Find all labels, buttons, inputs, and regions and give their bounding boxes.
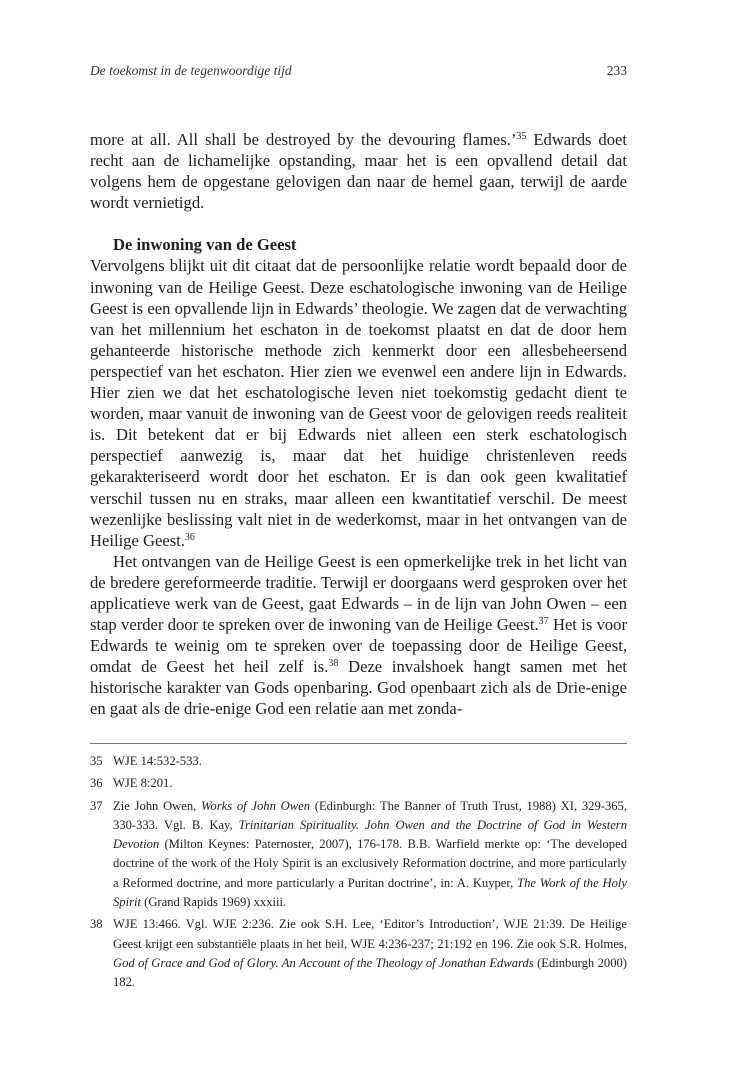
footnote-ref-35[interactable]: 35: [516, 131, 527, 142]
running-header: [90, 63, 627, 79]
footnote-36: [90, 774, 627, 793]
book-title: Works of John Owen: [201, 798, 311, 813]
footnote-text: WJE 14:532-533.: [113, 754, 202, 768]
footnote-segment: (Edinburgh 2000) 182.: [113, 955, 627, 990]
paragraph-3: [90, 551, 627, 720]
paragraph-3-text-a: Het ontvangen van de Heilige Geest is een opmerkelijke trek in het licht van de bredere gereformeerde traditie. Terwijl er doorgaans werd gesproken over het applicatieve werk van de Geest, gaat Edwards – in de lijn van John Owen – een stap verder door te spreken over de inwoning van de Heilige Geest.: [90, 551, 627, 635]
footnote-35: [90, 752, 627, 771]
section-heading: De inwoning van de Geest: [113, 235, 297, 255]
paragraph-1: [90, 129, 627, 213]
paragraph-gap: [90, 213, 627, 234]
book-title: Trinitarian Spirituality. John Owen and the Doctrine of God in Western Devotion: [113, 817, 628, 852]
footnote-segment: (Edinburgh: The Banner of Truth Trust, 1988) XI, 329-365, 330-333. Vgl. B. Kay,: [113, 798, 627, 832]
footnote-divider: [90, 743, 627, 744]
footnote-ref-38[interactable]: 38: [328, 658, 339, 670]
footnote-text: [113, 915, 627, 992]
footnote-38: [90, 915, 627, 992]
footnote-text: WJE 8:201.: [113, 776, 173, 791]
paragraph-1-rest: Edwards doet recht aan de lichamelijke opstanding, maar het is een opvallend detail dat volgens hem de opgestane gelovigen dan naar de hemel gaan, terwijl de aarde wordt vernietigd.: [90, 130, 627, 213]
footnote-text: [113, 797, 627, 913]
running-title: De toekomst in de tegenwoordige tijd: [90, 63, 292, 78]
paragraph-2-text: Vervolgens blijkt uit dit citaat dat de persoonlijke relatie wordt bepaald door de inwoning van de Heilige Geest. Deze eschatologische inwoning van de Heilige Geest is een opvallende lijn in Edwards’ theologie. We zagen dat de verwachting van het millennium het eschaton in de toekomst plaatst en dat de door hem gehanteerde historische methode zich kenmerkt door een allesbeheersend perspectief van het eschaton. Hier zien we evenwel een andere lijn in Edwards. Hier zien we dat het eschatologische leven niet toekomstig gedacht dient te worden, maar vanuit de inwoning van de Geest voor de gelovigen reeds realiteit is. Dit betekent dat er bij Edwards niet alleen een sterk eschatologisch perspectief aanwezig is, maar dat het huidige christenleven reeds gekarakteriseerd wordt door het eschaton. Er is dan ook geen kwalitatief verschil tussen nu en straks, maar alleen een kwantitatief verschil. De meest wezenlijke beslissing valt niet in de wederkomst, maar in het ontvangen van de Heilige Geest.: [90, 256, 627, 550]
footnote-ref-37[interactable]: 37: [538, 616, 549, 628]
paragraph-2: [90, 255, 627, 550]
footnote-ref-36[interactable]: 36: [184, 531, 195, 543]
footnote-number: 36: [90, 776, 103, 791]
footnote-segment: WJE 13:466. Vgl. WJE 2:236. Zie ook S.H. Lee, ‘Editor’s Introduction’, WJE 21:39. De Heilige Geest krijgt een substantiële plaats in het heil, WJE 4:236-237; 21:192 en 196. Zie ook S.R. Holmes,: [113, 917, 627, 951]
footnote-number: 37: [90, 798, 103, 813]
page-number: 233: [606, 63, 627, 78]
paragraph-3-text-c: Deze invalshoek hangt samen met het historische karakter van Gods openbaring. God openbaart zich als de Drie-enige en gaat als de drie-enige God een relatie aan met zonda-: [90, 657, 627, 719]
footnote-37: [90, 797, 627, 913]
footnote-segment: (Milton Keynes: Paternoster, 2007), 176-178. B.B. Warfield merkte op: ‘The developed doctrine of the work of the Holy Spirit is an exclusively Reformation doctrine, and more particularly a Reformed doctrine, and more particularly a Puritan doctrine’, in: A. Kuyper,: [113, 837, 627, 890]
footnote-segment: Zie John Owen,: [113, 798, 202, 813]
book-title: The Work of the Holy Spirit: [113, 875, 627, 910]
footnote-number: 35: [90, 754, 103, 768]
paragraph-1-text: more at all. All shall be destroyed by the devouring flames.’: [90, 130, 517, 149]
footnote-number: 38: [90, 917, 103, 932]
footnote-segment: (Grand Rapids 1969) xxxiii.: [141, 895, 287, 910]
book-title: God of Grace and God of Glory. An Account of the Theology of Jonathan Edwards: [113, 955, 534, 970]
main-text: [90, 129, 627, 720]
paragraph-3-text-b: Het is voor Edwards te weinig om te spreken over de toepassing door de Heilige Geest, omdat de Geest het heil zelf is.: [90, 615, 628, 677]
footnotes: [90, 752, 627, 996]
